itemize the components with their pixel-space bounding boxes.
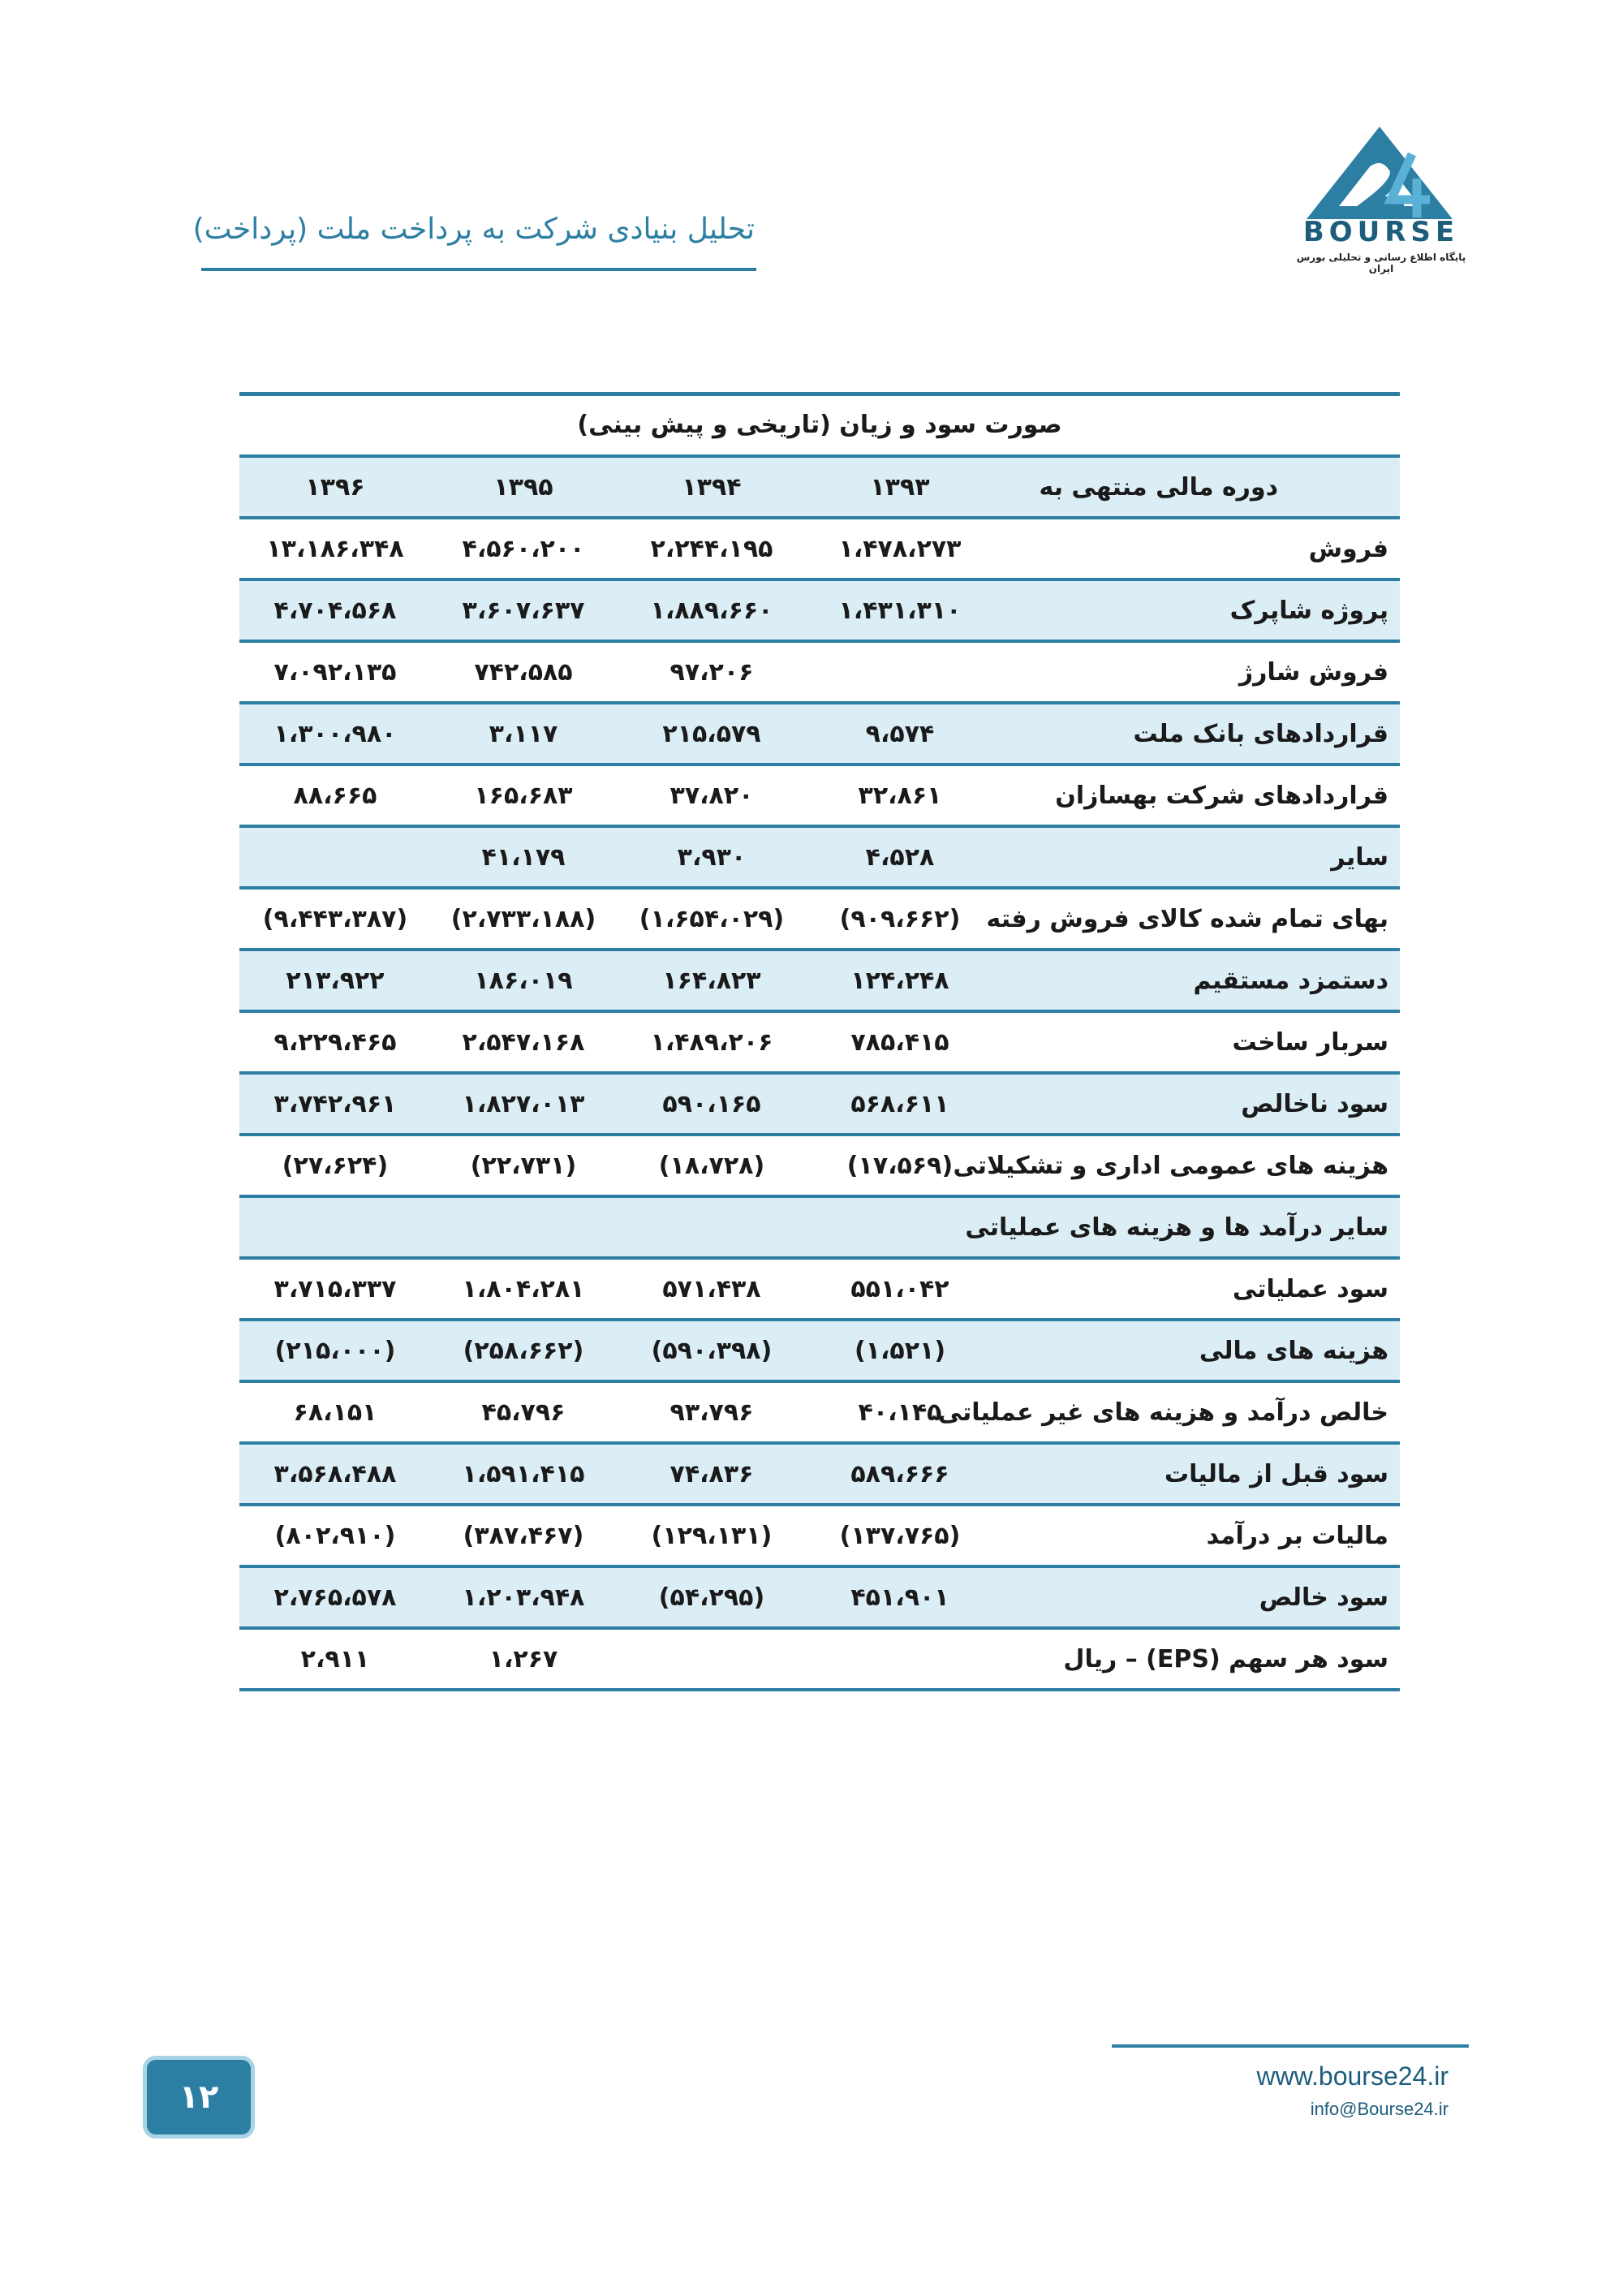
row-value: (۱۳۷،۷۶۵) [839,1521,961,1550]
row-value: ۷۴،۸۳۶ [669,1459,754,1488]
row-label: سود عملیاتی [1232,1274,1388,1303]
row-value: ۱،۴۸۹،۲۰۶ [650,1027,773,1057]
row-value: ۸۸،۶۶۵ [293,781,377,810]
row-value: ۴،۷۰۴،۵۶۸ [273,596,397,625]
row-label: مالیات بر درآمد [1206,1521,1388,1550]
row-label: سود قبل از مالیات [1164,1459,1388,1488]
table-row [239,825,1400,886]
row-value: (۲۷،۶۲۴) [282,1151,389,1180]
row-value: (۱،۵۲۱) [854,1336,946,1365]
row-label: هزینه های عمومی اداری و تشکیلاتی [953,1151,1388,1180]
row-value: (۱۲۹،۱۳۱) [651,1521,773,1550]
row-value: (۱،۶۵۴،۰۲۹) [639,904,785,933]
table-header-row [239,454,1400,516]
row-value: ۴۰،۱۴۵ [858,1398,942,1427]
row-value: ۳۲،۸۶۱ [858,781,942,810]
page-title: تحلیل بنیادی شرکت به پرداخت ملت (پرداخت) [192,213,755,246]
row-value: ۵۹۰،۱۶۵ [662,1089,761,1118]
row-label: بهای تمام شده کالای فروش رفته [986,904,1388,933]
table-body [239,516,1400,1691]
header-divider [201,268,756,271]
row-label: فروش شارژ [1238,657,1388,687]
row-value: ۱،۲۶۷ [489,1644,558,1674]
table-row [239,1256,1400,1318]
row-value: ۲،۷۶۵،۵۷۸ [273,1583,397,1612]
row-value: (۲۱۵،۰۰۰) [274,1336,396,1365]
table-row [239,701,1400,763]
footer-website: www.bourse24.ir [1256,2061,1449,2091]
row-value: ۳۷،۸۲۰ [669,781,754,810]
row-value: ۱،۵۹۱،۴۱۵ [462,1459,585,1488]
row-value: ۱۲۴،۲۴۸ [850,966,949,995]
row-value: (۱۷،۵۶۹) [846,1151,954,1180]
row-value: (۵۹۰،۳۹۸) [651,1336,773,1365]
row-value: ۱،۴۳۱،۳۱۰ [838,596,962,625]
table-row [239,763,1400,825]
row-value: (۲۵۸،۶۶۲) [463,1336,584,1365]
row-value: (۲،۷۳۳،۱۸۸) [450,904,596,933]
row-value: ۶۸،۱۵۱ [293,1398,377,1427]
row-value: (۲۲،۷۳۱) [470,1151,577,1180]
row-label: پروژه شاپرک [1229,596,1388,625]
row-label: سود ناخالص [1241,1089,1388,1118]
row-label: خالص درآمد و هزینه های غیر عملیاتی [937,1398,1388,1427]
row-value: (۵۴،۲۹۵) [658,1583,765,1612]
row-value: ۳،۶۰۷،۶۳۷ [462,596,585,625]
row-value: ۳،۵۶۸،۴۸۸ [273,1459,397,1488]
row-value: ۵۶۸،۶۱۱ [850,1089,949,1118]
table-row [239,1133,1400,1195]
row-label: دستمزد مستقیم [1193,966,1388,995]
year-header: ۱۳۹۴ [682,472,742,502]
row-label: قراردادهای بانک ملت [1133,719,1388,748]
table-row [239,1318,1400,1380]
row-value: ۴،۵۲۸ [865,842,935,872]
row-value: ۳،۷۴۲،۹۶۱ [273,1089,397,1118]
row-label: سود هر سهم (EPS) – ریال [1063,1644,1388,1674]
table-row [239,1626,1400,1691]
row-value: ۱۸۶،۰۱۹ [474,966,573,995]
row-value: ۲،۲۴۴،۱۹۵ [650,534,773,563]
row-value: (۳۸۷،۴۶۷) [463,1521,584,1550]
row-value: ۴۵،۷۹۶ [481,1398,566,1427]
row-value: ۷۴۲،۵۸۵ [474,657,573,687]
logo-wordmark: BOURSE [1302,216,1460,248]
table-caption: صورت سود و زیان (تاریخی و پیش بینی) [577,411,1062,439]
table-row [239,1195,1400,1256]
row-value: ۵۵۱،۰۴۲ [850,1274,949,1303]
row-value: ۲،۵۴۷،۱۶۸ [462,1027,585,1057]
row-value: ۱،۲۰۳،۹۴۸ [462,1583,585,1612]
table-row [239,1441,1400,1503]
row-value: ۳،۷۱۵،۳۳۷ [273,1274,397,1303]
row-value: ۷،۰۹۲،۱۳۵ [273,657,397,687]
table-row [239,1010,1400,1071]
row-label: هزینه های مالی [1199,1336,1388,1365]
row-label: فروش [1308,534,1388,563]
table-row [239,886,1400,948]
row-value: (۹۰۹،۶۶۲) [839,904,961,933]
page-number-badge: ۱۲ [143,2056,255,2139]
table-row [239,1503,1400,1565]
row-label: سود خالص [1259,1583,1388,1612]
row-value: (۱۸،۷۲۸) [658,1151,765,1180]
row-value: ۳،۱۱۷ [489,719,558,748]
table-row [239,640,1400,701]
row-value: ۳،۹۳۰ [677,842,747,872]
row-value: ۹،۲۲۹،۴۶۵ [273,1027,397,1057]
row-value: ۴۵۱،۹۰۱ [850,1583,949,1612]
year-header: ۱۳۹۳ [870,472,930,502]
year-header: ۱۳۹۶ [305,472,365,502]
row-value: ۱،۸۸۹،۶۶۰ [650,596,773,625]
table-row [239,1071,1400,1133]
row-value: ۲۱۵،۵۷۹ [662,719,761,748]
row-value: (۸۰۲،۹۱۰) [274,1521,396,1550]
income-statement-table [239,392,1400,1691]
row-value: ۱،۴۷۸،۲۷۳ [838,534,962,563]
logo-subtitle: پایگاه اطلاع رسانی و تحلیلی بورس ایران [1296,252,1466,274]
table-row [239,948,1400,1010]
header-label: دوره مالی منتهی به [1039,472,1278,502]
row-label: سایر درآمد ها و هزینه های عملیاتی [965,1213,1388,1242]
table-row [239,578,1400,640]
row-value: ۱،۳۰۰،۹۸۰ [273,719,397,748]
table-row [239,1380,1400,1441]
row-label: سربار ساخت [1232,1027,1388,1057]
row-value: ۷۸۵،۴۱۵ [850,1027,949,1057]
row-value: ۵۷۱،۴۳۸ [662,1274,761,1303]
row-value: ۵۸۹،۶۶۶ [850,1459,949,1488]
row-value: ۲،۹۱۱ [300,1644,370,1674]
row-value: ۲۱۳،۹۲۲ [286,966,385,995]
row-value: ۱۶۵،۶۸۳ [474,781,573,810]
row-value: ۱،۸۲۷،۰۱۳ [462,1089,585,1118]
footer-divider [1112,2044,1469,2048]
row-label: سایر [1331,842,1388,872]
row-value: ۹،۵۷۴ [865,719,935,748]
row-value: ۹۳،۷۹۶ [669,1398,754,1427]
footer-email: info@Bourse24.ir [1310,2099,1449,2119]
row-label: قراردادهای شرکت بهسازان [1055,781,1388,810]
row-value: ۴،۵۶۰،۲۰۰ [462,534,585,563]
table-row [239,516,1400,578]
row-value: ۱۶۴،۸۲۳ [662,966,761,995]
row-value: ۱،۸۰۴،۲۸۱ [462,1274,585,1303]
row-value: ۴۱،۱۷۹ [481,842,566,872]
year-header: ۱۳۹۵ [493,472,553,502]
row-value: ۹۷،۲۰۶ [669,657,754,687]
row-value: ۱۳،۱۸۶،۳۴۸ [266,534,404,563]
row-value: (۹،۴۴۳،۳۸۷) [262,904,408,933]
table-row [239,1565,1400,1626]
